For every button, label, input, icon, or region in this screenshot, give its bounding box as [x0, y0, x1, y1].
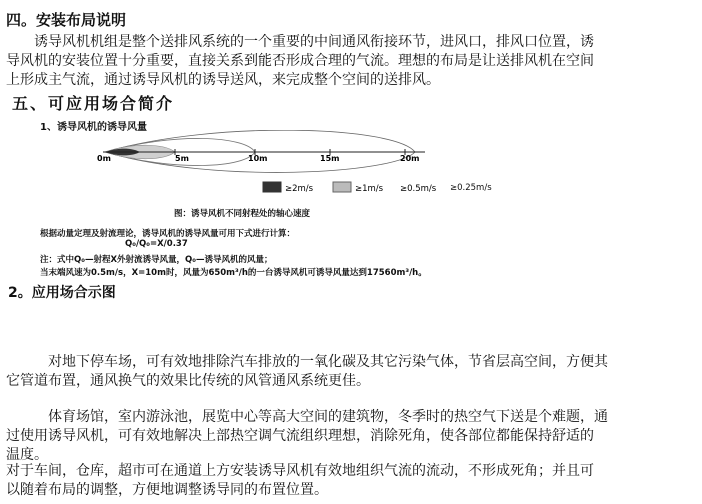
stadium-para-line-1: 体育场馆，室内游泳池，展览中心等高大空间的建筑物，冬季时的热空气下送是个难题，通	[6, 409, 608, 425]
section-4-line-3: 上形成主气流，通过诱导风机的诱导送风，来完成整个空间的送排风。	[6, 72, 440, 88]
formula: Q₀/Q₀=X/0.37	[125, 239, 188, 249]
axis-label-5: 5m	[175, 154, 189, 163]
formula-note: 注：式中Q₀—射程X外射流诱导风量，Q₀—诱导风机的风量；	[40, 255, 273, 265]
legend-label-025ms: ≥0.25m/s	[450, 183, 492, 193]
axis-label-15: 15m	[320, 154, 340, 163]
section-5-heading: 五、可应用场合简介	[12, 94, 175, 113]
stadium-para-line-2: 过使用诱导风机，可有效地解决上部热空调气流组织理想，消除死角，使各部位都能保持舒适的	[6, 428, 594, 444]
axis-label-0: 0m	[97, 154, 111, 163]
parking-para-line-1: 对地下停车场，可有效地排除汽车排放的一氧化碳及其它污染气体，节省层高空间，方便其	[6, 354, 608, 370]
workshop-para-line-1: 对于车间，仓库，超市可在通道上方安装诱导风机有效地组织气流的流动，不形成死角；并且可	[6, 463, 594, 479]
formula-intro: 根据动量定理及射流理论，诱导风机的诱导风量可用下式进行计算：	[40, 229, 296, 239]
legend-label-05ms: ≥0.5m/s	[400, 184, 437, 194]
section-2-heading: 2。应用场合示图	[8, 285, 116, 301]
axis-label-20: 20m	[400, 154, 420, 163]
legend-label-1ms: ≥1m/s	[355, 184, 384, 194]
formula-example: 当末端风速为0.5m/s，X=10m时，风量为650m³/h的一台诱导风机可诱导风量达到17560m³/h。	[40, 268, 427, 278]
induced-airflow-subheading: 1、诱导风机的诱导风量	[40, 122, 147, 133]
legend-swatch-2ms	[263, 182, 281, 192]
section-4-heading: 四。安装布局说明	[6, 11, 127, 29]
stadium-para-line-3: 温度。	[6, 447, 48, 463]
parking-para-line-2: 它管道布置，通风换气的效果比传统的风管通风系统更佳。	[6, 373, 370, 389]
section-4-line-2: 导风机的安装位置十分重要，直接关系到能否形成合理的气流。理想的布局是让送排风机在空间	[6, 53, 594, 69]
figure-caption: 图：诱导风机不同射程处的轴心速度	[174, 209, 311, 219]
workshop-para-line-2: 以随着布局的调整，方便地调整诱导同的布置位置。	[6, 482, 328, 498]
airflow-velocity-figure	[95, 130, 455, 202]
section-4-line-1: 诱导风机机组是整个送排风系统的一个重要的中间通风衔接环节，进风口，排风口位置，诱	[6, 34, 594, 50]
axis-label-10: 10m	[248, 154, 268, 163]
legend-label-2ms: ≥2m/s	[285, 184, 314, 194]
legend-swatch-1ms	[333, 182, 351, 192]
